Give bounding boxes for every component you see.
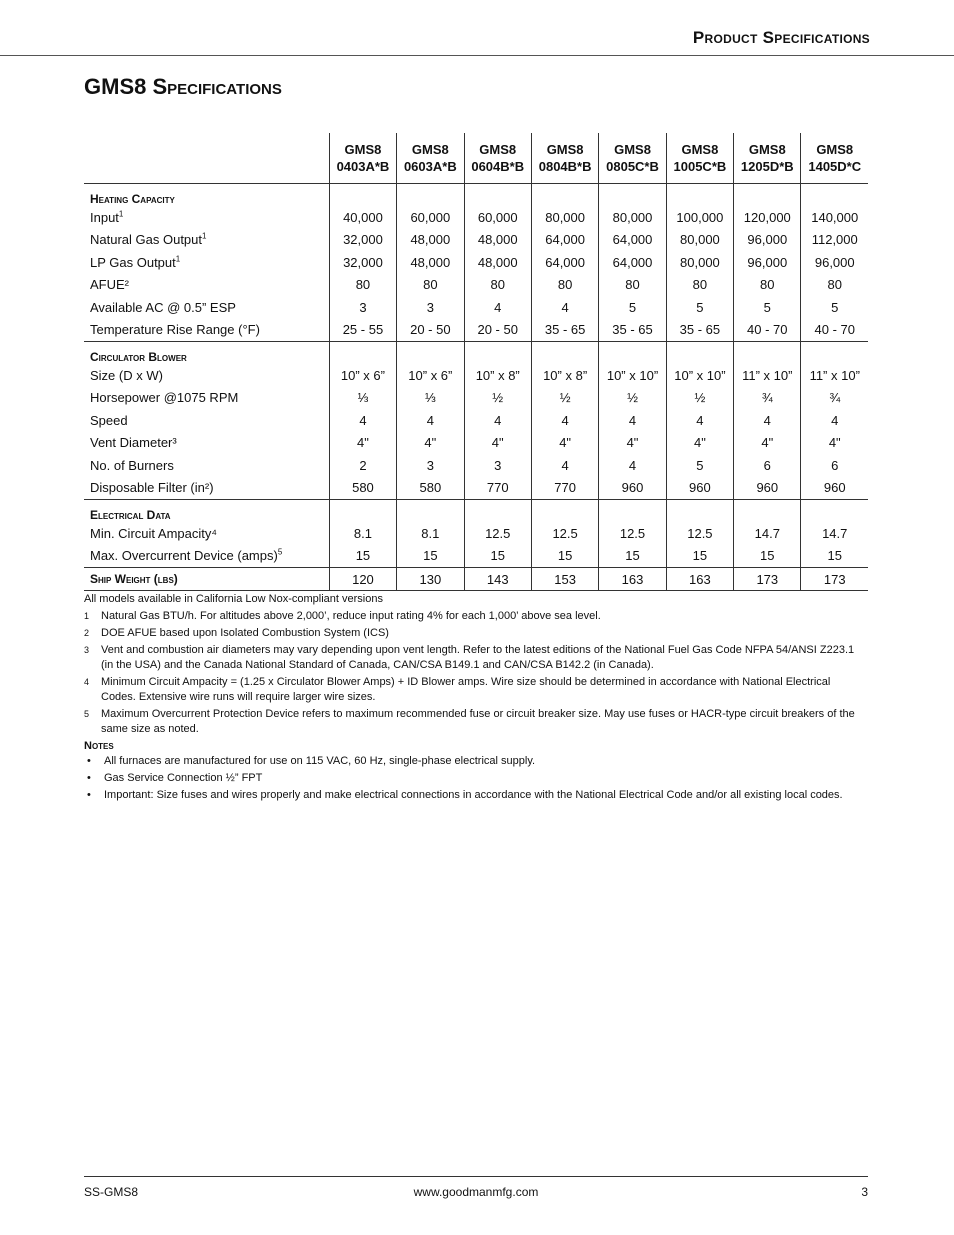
value-cell: 96,000 — [734, 229, 801, 252]
value-cell: 173 — [734, 568, 801, 591]
row-label-cell — [84, 387, 329, 410]
value-cell: 20 - 50 — [464, 319, 531, 342]
footnote-text: Maximum Overcurrent Protection Device refers to maximum recommended fuse or circuit breaker size. May use fuses or HACR-type circuit breakers of the same size as noted. — [101, 708, 855, 735]
value-cell: 35 - 65 — [599, 319, 666, 342]
value-cell: 4 — [531, 409, 598, 432]
section-spacer-cell — [801, 184, 868, 207]
value-cell: 4 — [531, 454, 598, 477]
value-cell: 80 — [329, 274, 396, 297]
value-cell: 960 — [599, 477, 666, 500]
value-cell: 4 — [464, 409, 531, 432]
footnote — [84, 675, 868, 705]
column-model: 0603A*B — [403, 159, 457, 174]
column-model: 0805C*B — [606, 159, 659, 174]
value-cell: 4 — [397, 409, 464, 432]
section-spacer-cell — [397, 184, 464, 207]
section-title: Electrical Data — [90, 508, 171, 522]
value-cell: 3 — [464, 454, 531, 477]
value-cell: 10” x 6” — [397, 364, 464, 387]
notes-section — [84, 592, 868, 805]
table-row — [84, 545, 868, 568]
table-body — [84, 184, 868, 591]
value-cell: 5 — [801, 296, 868, 319]
column-header-7 — [801, 133, 868, 184]
column-series: GMS8 — [479, 142, 517, 157]
notes-intro: All models available in California Low Nox-compliant versions — [84, 593, 383, 605]
column-series: GMS8 — [411, 142, 449, 157]
value-cell: 12.5 — [666, 522, 733, 545]
value-cell: 960 — [801, 477, 868, 500]
column-model: 1005C*B — [673, 159, 727, 174]
row-label: LP Gas Output — [90, 254, 176, 270]
row-label-cell — [84, 432, 329, 455]
value-cell: 80 — [464, 274, 531, 297]
section-spacer-cell — [801, 500, 868, 523]
section-spacer-cell — [329, 500, 396, 523]
value-cell: 12.5 — [531, 522, 598, 545]
bullet-text: Gas Service Connection ½” FPT — [104, 772, 263, 784]
row-label-cell — [84, 319, 329, 342]
footnote — [84, 626, 868, 641]
page-title: GMS8 Specifications — [84, 74, 282, 99]
section-spacer-cell — [599, 184, 666, 207]
footnote-mark: 2 — [84, 628, 90, 638]
row-label: No. of Burners — [90, 457, 174, 473]
column-model: 1205D*B — [740, 159, 794, 174]
value-cell: 4" — [397, 432, 464, 455]
value-cell: 64,000 — [531, 229, 598, 252]
row-label-cell — [84, 229, 329, 252]
value-cell: 14.7 — [801, 522, 868, 545]
value-cell: 14.7 — [734, 522, 801, 545]
value-cell: 80 — [801, 274, 868, 297]
value-cell: 40 - 70 — [801, 319, 868, 342]
section-spacer-cell — [666, 500, 733, 523]
value-cell: 80 — [397, 274, 464, 297]
value-cell: 143 — [464, 568, 531, 591]
column-model: 0403A*B — [336, 159, 390, 174]
value-cell: 3 — [397, 454, 464, 477]
section-spacer-cell — [801, 342, 868, 365]
footer-website: www.goodmanmfg.com — [413, 1185, 539, 1199]
note-bullet — [84, 754, 868, 769]
value-cell: 10” x 10” — [666, 364, 733, 387]
footnote-mark: 4 — [84, 677, 90, 687]
value-cell: 4" — [734, 432, 801, 455]
value-cell: 580 — [397, 477, 464, 500]
value-cell: 40 - 70 — [734, 319, 801, 342]
section-spacer-cell — [734, 184, 801, 207]
value-cell: 64,000 — [531, 251, 598, 274]
section-spacer-cell — [464, 342, 531, 365]
value-cell: 4 — [531, 296, 598, 319]
table-row — [84, 251, 868, 274]
table-row — [84, 274, 868, 297]
value-cell: ⅓ — [329, 387, 396, 410]
value-cell: 64,000 — [599, 251, 666, 274]
footnote — [84, 609, 868, 624]
value-cell: 4 — [599, 409, 666, 432]
value-cell: 11” x 10” — [734, 364, 801, 387]
row-label-cell — [84, 274, 329, 297]
value-cell: 80,000 — [599, 206, 666, 229]
header-title: Product Specifications — [692, 28, 870, 47]
table-row — [84, 409, 868, 432]
row-label-cell — [84, 409, 329, 432]
value-cell: 80,000 — [666, 251, 733, 274]
value-cell: 5 — [666, 296, 733, 319]
notes-bullets — [84, 754, 868, 803]
column-header-6 — [734, 133, 801, 184]
table-row — [84, 387, 868, 410]
footnote — [84, 707, 868, 737]
footnote-mark: 5 — [84, 709, 90, 719]
section-spacer-cell — [464, 184, 531, 207]
value-cell: 40,000 — [329, 206, 396, 229]
value-cell: 35 - 65 — [531, 319, 598, 342]
bullet-text: All furnaces are manufactured for use on 115 VAC, 60 Hz, single-phase electrical supply. — [104, 755, 536, 767]
table-row — [84, 477, 868, 500]
footer-page-number: 3 — [861, 1185, 868, 1199]
table-header-row — [84, 133, 868, 184]
section-spacer-cell — [734, 500, 801, 523]
value-cell: 4 — [801, 409, 868, 432]
value-cell: 60,000 — [397, 206, 464, 229]
value-cell: 15 — [329, 545, 396, 568]
section-spacer-cell — [531, 500, 598, 523]
section-spacer-cell — [531, 184, 598, 207]
value-cell: ½ — [464, 387, 531, 410]
value-cell: 15 — [599, 545, 666, 568]
ship-weight-row — [84, 568, 868, 591]
value-cell: 5 — [734, 296, 801, 319]
value-cell: 6 — [801, 454, 868, 477]
section-title: Heating Capacity — [90, 192, 175, 206]
section-spacer-cell — [329, 184, 396, 207]
section-spacer-cell — [397, 500, 464, 523]
value-cell: ½ — [531, 387, 598, 410]
bullet-text: Important: Size fuses and wires properly and make electrical connections in accordance with the National Electrical Code and/or all existing local codes. — [104, 789, 843, 801]
row-label-cell — [84, 477, 329, 500]
row-label-cell — [84, 545, 329, 568]
column-model: 0604B*B — [471, 159, 525, 174]
value-cell: 100,000 — [666, 206, 733, 229]
row-label-cell — [84, 522, 329, 545]
value-cell: 32,000 — [329, 251, 396, 274]
section-spacer-cell — [464, 500, 531, 523]
value-cell: 580 — [329, 477, 396, 500]
footnote-text: Natural Gas BTU/h. For altitudes above 2,000’, reduce input rating 4% for each 1,000’ above sea level. — [101, 610, 601, 622]
row-label: Max. Overcurrent Device (amps) — [90, 548, 278, 564]
bottom-rule — [84, 1176, 868, 1177]
note-bullet — [84, 771, 868, 786]
footnote-mark: 3 — [84, 645, 90, 655]
value-cell: ⅓ — [397, 387, 464, 410]
value-cell: 80,000 — [531, 206, 598, 229]
footnote-ref: 1 — [202, 231, 207, 241]
value-cell: 770 — [531, 477, 598, 500]
value-cell: ½ — [599, 387, 666, 410]
column-header-2 — [464, 133, 531, 184]
value-cell: 10” x 8” — [531, 364, 598, 387]
value-cell: 120,000 — [734, 206, 801, 229]
value-cell: 2 — [329, 454, 396, 477]
column-series: GMS8 — [816, 142, 854, 157]
row-label: Size (D x W) — [90, 367, 163, 383]
value-cell: 163 — [599, 568, 666, 591]
section-spacer-cell — [397, 342, 464, 365]
note-bullet — [84, 788, 868, 803]
footnote-text: Minimum Circuit Ampacity = (1.25 x Circulator Blower Amps) + ID Blower amps. Wire size should be determined in accordance with National Electrical Codes. Extensive wire runs will require larger wire sizes. — [101, 676, 831, 703]
table-header-blank — [84, 133, 329, 184]
value-cell: 4" — [599, 432, 666, 455]
value-cell: 4 — [329, 409, 396, 432]
value-cell: 4 — [734, 409, 801, 432]
value-cell: 5 — [599, 296, 666, 319]
value-cell: 35 - 65 — [666, 319, 733, 342]
column-series: GMS8 — [748, 142, 786, 157]
row-label: Horsepower @1075 RPM — [90, 390, 239, 406]
value-cell: 15 — [397, 545, 464, 568]
footnotes — [84, 609, 868, 737]
section-header-row — [84, 342, 868, 365]
column-series: GMS8 — [681, 142, 719, 157]
value-cell: 4" — [801, 432, 868, 455]
value-cell: 11” x 10” — [801, 364, 868, 387]
value-cell: 163 — [666, 568, 733, 591]
row-label: Natural Gas Output — [90, 232, 202, 248]
value-cell: 96,000 — [734, 251, 801, 274]
row-label: Vent Diameter³ — [90, 435, 177, 451]
value-cell: 20 - 50 — [397, 319, 464, 342]
bullet-icon: • — [87, 755, 91, 767]
value-cell: 48,000 — [397, 251, 464, 274]
section-spacer-cell — [599, 342, 666, 365]
row-label: Min. Circuit Ampacity⁴ — [90, 525, 217, 541]
value-cell: 4 — [666, 409, 733, 432]
bullet-icon: • — [87, 772, 91, 784]
value-cell: 153 — [531, 568, 598, 591]
ship-weight-label: Ship Weight (lbs) — [84, 568, 329, 591]
column-model: 0804B*B — [538, 159, 592, 174]
row-label: Available AC @ 0.5” ESP — [90, 299, 236, 315]
footnote-mark: 1 — [84, 611, 90, 621]
value-cell: 120 — [329, 568, 396, 591]
footnote — [84, 643, 868, 673]
row-label-cell — [84, 251, 329, 274]
value-cell: 15 — [666, 545, 733, 568]
value-cell: 770 — [464, 477, 531, 500]
value-cell: 80 — [531, 274, 598, 297]
value-cell: 80 — [599, 274, 666, 297]
value-cell: 3 — [329, 296, 396, 319]
bullet-icon: • — [87, 789, 91, 801]
section-title: Circulator Blower — [90, 350, 187, 364]
row-label: AFUE² — [90, 277, 129, 293]
row-label: Speed — [90, 412, 128, 428]
table-row — [84, 454, 868, 477]
value-cell: 80,000 — [666, 229, 733, 252]
value-cell: ¾ — [801, 387, 868, 410]
value-cell: 960 — [734, 477, 801, 500]
value-cell: 15 — [801, 545, 868, 568]
value-cell: 8.1 — [397, 522, 464, 545]
top-rule — [0, 55, 954, 56]
value-cell: 173 — [801, 568, 868, 591]
value-cell: 80 — [666, 274, 733, 297]
row-label: Temperature Rise Range (°F) — [90, 322, 260, 338]
column-header-0 — [329, 133, 396, 184]
table-row — [84, 319, 868, 342]
value-cell: 10” x 10” — [599, 364, 666, 387]
value-cell: 4 — [599, 454, 666, 477]
column-series: GMS8 — [344, 142, 382, 157]
value-cell: 32,000 — [329, 229, 396, 252]
footnote-ref: 1 — [118, 209, 124, 219]
row-label-cell — [84, 296, 329, 319]
table-row — [84, 364, 868, 387]
footer-doc-id: SS-GMS8 — [84, 1185, 139, 1199]
value-cell: 48,000 — [464, 251, 531, 274]
row-label-cell — [84, 454, 329, 477]
section-spacer-cell — [734, 342, 801, 365]
section-spacer-cell — [531, 342, 598, 365]
value-cell: 15 — [531, 545, 598, 568]
value-cell: 12.5 — [599, 522, 666, 545]
value-cell: 8.1 — [329, 522, 396, 545]
value-cell: 64,000 — [599, 229, 666, 252]
value-cell: 80 — [734, 274, 801, 297]
value-cell: 112,000 — [801, 229, 868, 252]
value-cell: ¾ — [734, 387, 801, 410]
row-label: Disposable Filter (in²) — [90, 480, 214, 496]
table-row — [84, 522, 868, 545]
value-cell: 6 — [734, 454, 801, 477]
table-row — [84, 296, 868, 319]
value-cell: 25 - 55 — [329, 319, 396, 342]
row-label-cell — [84, 206, 329, 229]
row-label-cell — [84, 364, 329, 387]
table-row — [84, 432, 868, 455]
column-model: 1405D*C — [808, 159, 862, 174]
column-header-3 — [531, 133, 598, 184]
column-series: GMS8 — [546, 142, 584, 157]
value-cell: 3 — [397, 296, 464, 319]
value-cell: 140,000 — [801, 206, 868, 229]
column-series: GMS8 — [614, 142, 651, 157]
value-cell: 96,000 — [801, 251, 868, 274]
column-header-1 — [397, 133, 464, 184]
footnote-ref: 5 — [277, 547, 283, 557]
footnote-text: Vent and combustion air diameters may vary depending upon vent length. Refer to the latest editions of the National Fuel Gas Code NFPA 54/ANSI Z223.1 (in the USA) and the Canada National Standard of Canada, CAN/CSA B149.1 and CAN/CSA B142.2 (in Canada). — [101, 644, 855, 671]
footnote-text: DOE AFUE based upon Isolated Combustion System (ICS) — [101, 627, 389, 639]
value-cell: 4" — [464, 432, 531, 455]
value-cell: 48,000 — [464, 229, 531, 252]
table-row — [84, 206, 868, 229]
value-cell: 15 — [464, 545, 531, 568]
value-cell: 15 — [734, 545, 801, 568]
value-cell: 60,000 — [464, 206, 531, 229]
value-cell: 4" — [329, 432, 396, 455]
footnote-ref: 1 — [175, 254, 181, 264]
value-cell: 4 — [464, 296, 531, 319]
section-spacer-cell — [599, 500, 666, 523]
column-header-5 — [666, 133, 733, 184]
section-header-row — [84, 184, 868, 207]
value-cell: 12.5 — [464, 522, 531, 545]
notes-heading: Notes — [84, 740, 114, 752]
section-spacer-cell — [329, 342, 396, 365]
value-cell: 4" — [666, 432, 733, 455]
value-cell: 10” x 8” — [464, 364, 531, 387]
section-header-row — [84, 500, 868, 523]
section-spacer-cell — [666, 342, 733, 365]
value-cell: 960 — [666, 477, 733, 500]
value-cell: 10” x 6” — [329, 364, 396, 387]
value-cell: 5 — [666, 454, 733, 477]
section-spacer-cell — [666, 184, 733, 207]
value-cell: ½ — [666, 387, 733, 410]
row-label: Input — [90, 209, 119, 225]
value-cell: 4" — [531, 432, 598, 455]
value-cell: 48,000 — [397, 229, 464, 252]
specifications-table — [84, 133, 868, 591]
value-cell: 130 — [397, 568, 464, 591]
column-header-4 — [599, 133, 666, 184]
table-row — [84, 229, 868, 252]
